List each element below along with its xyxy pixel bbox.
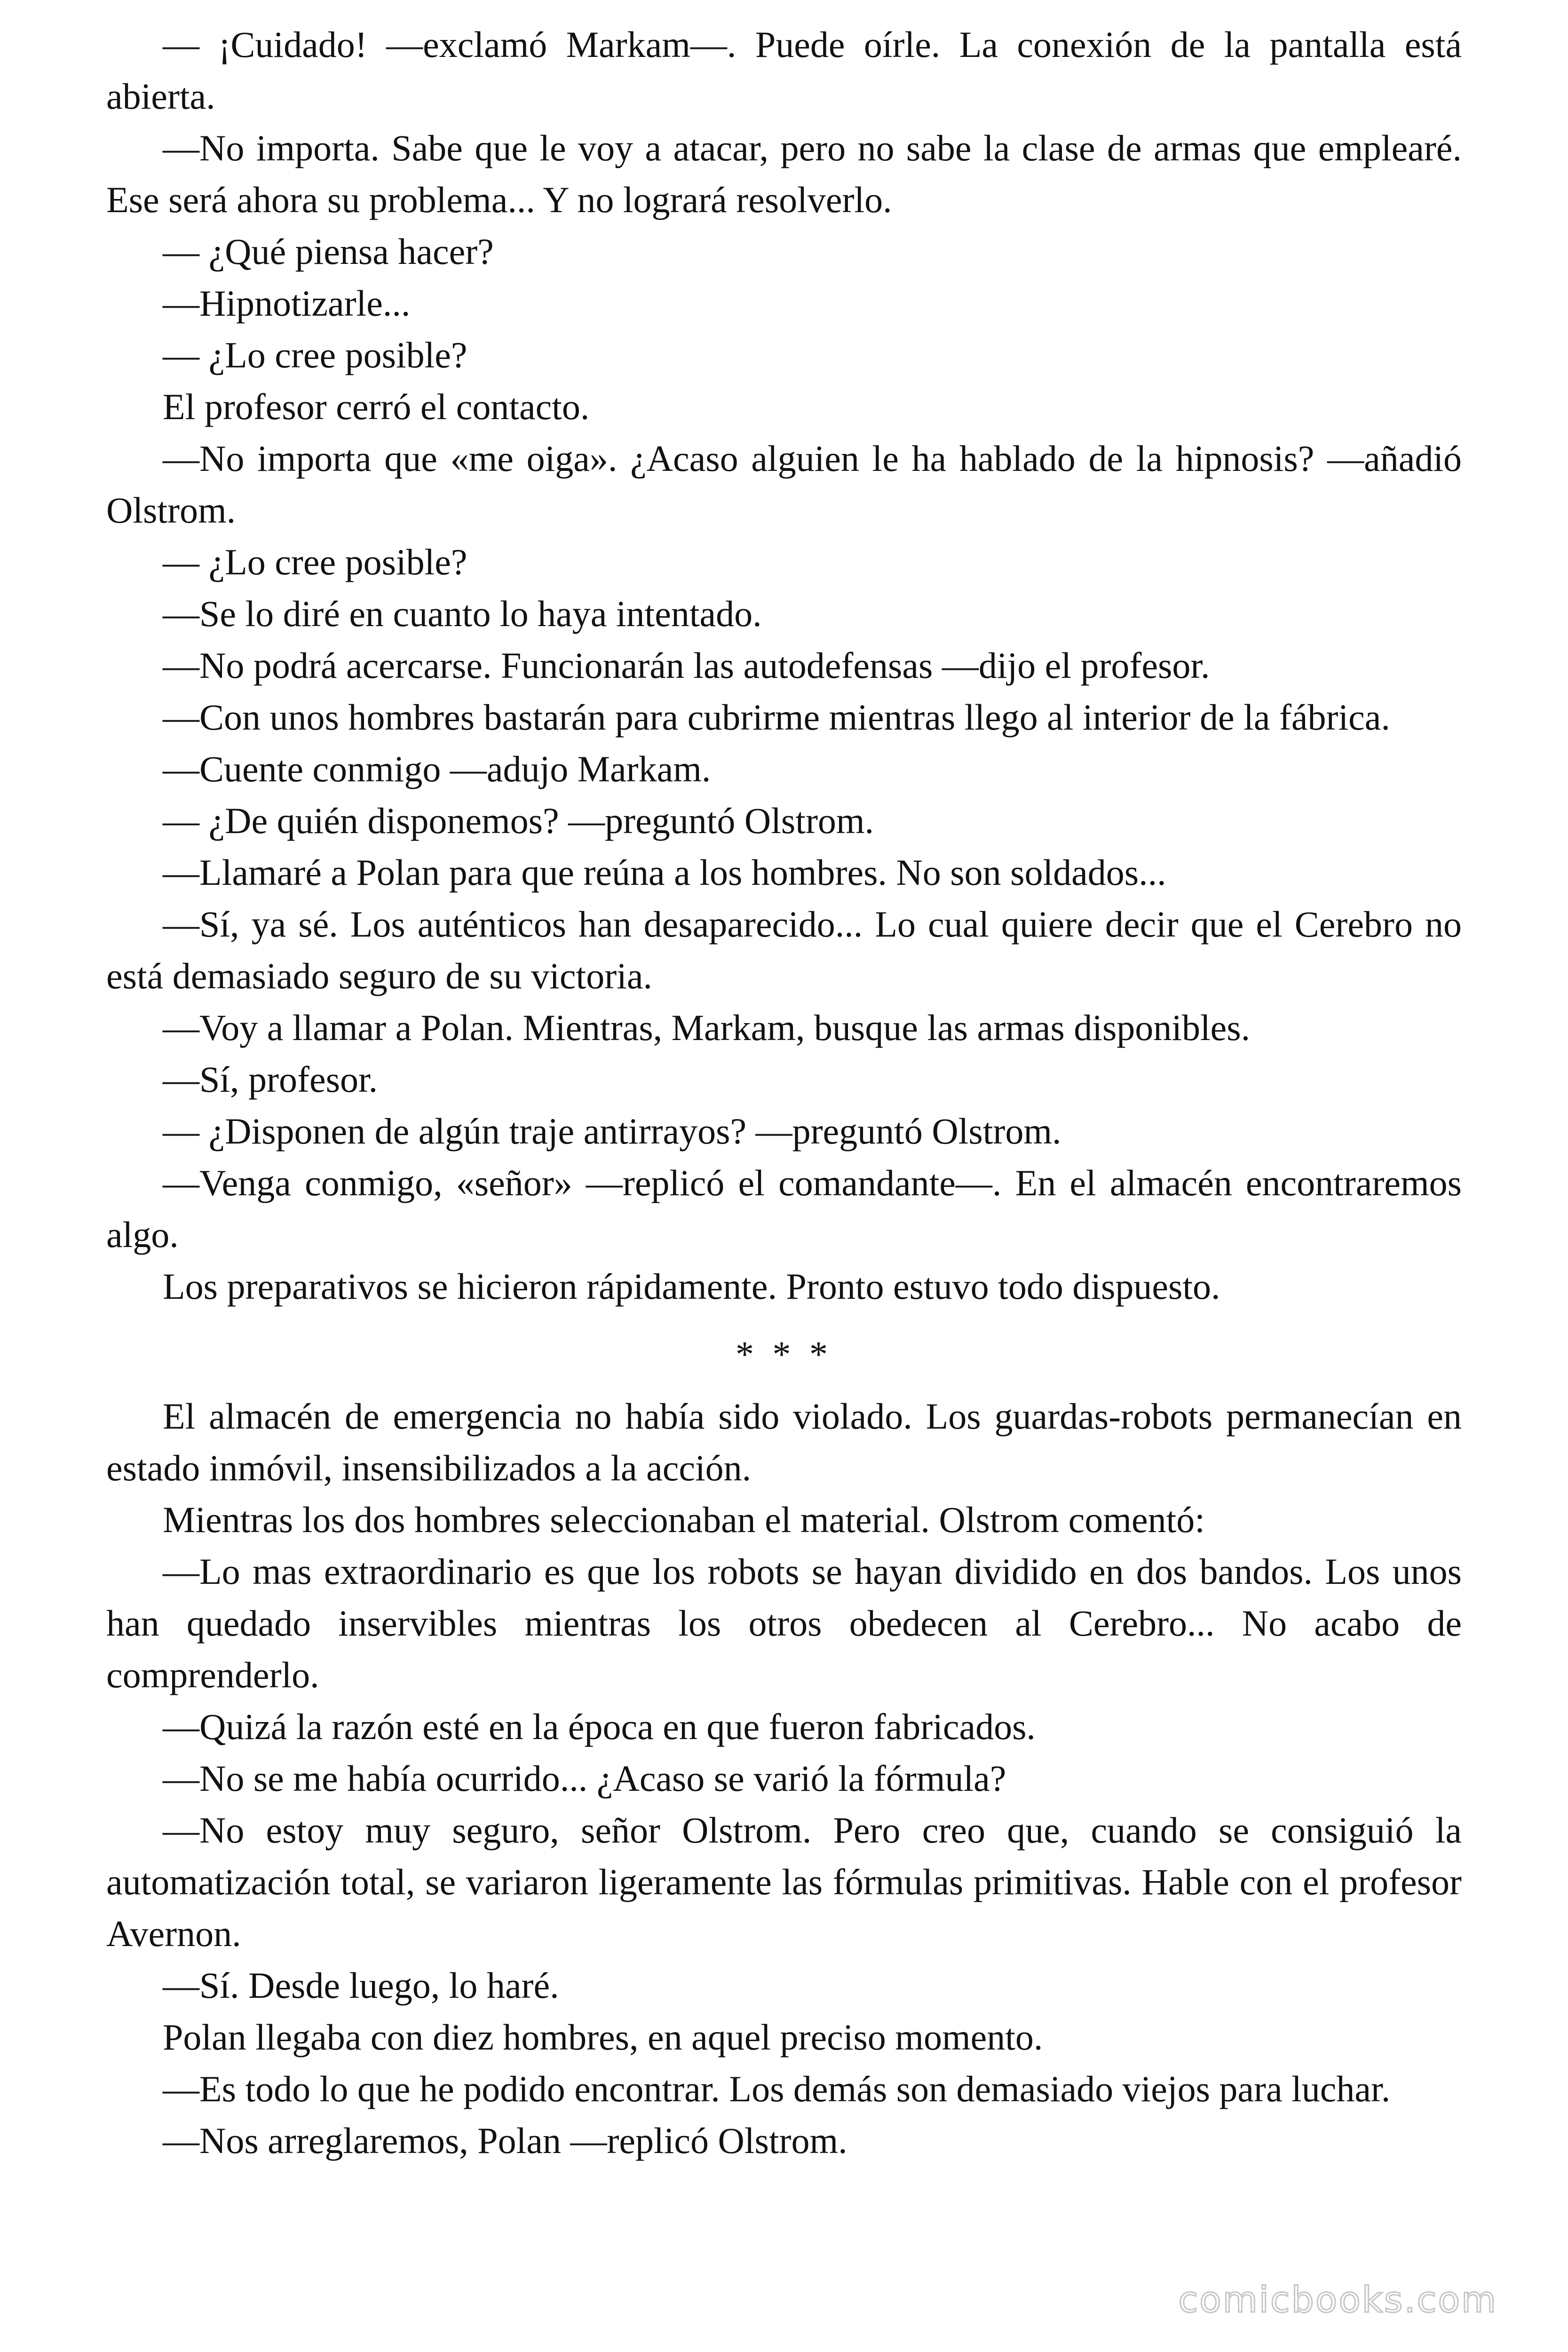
paragraph: — ¿De quién disponemos? —preguntó Olstrom.: [163, 800, 874, 841]
paragraph: —No se me había ocurrido... ¿Acaso se varió la fórmula?: [163, 1758, 1006, 1799]
paragraph: —No importa que «me oiga». ¿Acaso alguien le ha hablado de la hipnosis? —añadió Olstrom.: [106, 438, 1462, 531]
paragraph: — ¿Qué piensa hacer?: [163, 231, 494, 272]
paragraph: —Sí. Desde luego, lo haré.: [163, 1965, 559, 2006]
paragraph: —Con unos hombres bastarán para cubrirme mientras llego al interior de la fábrica.: [163, 697, 1390, 738]
paragraph: — ¿Lo cree posible?: [163, 334, 467, 375]
paragraph: —Lo mas extraordinario es que los robots se hayan dividido en dos bandos. Los unos han quedado inservibles mientras los otros obedecen al Cerebro... No acabo de comprenderlo.: [106, 1551, 1462, 1695]
paragraph: —Venga conmigo, «señor» —replicó el comandante—. En el almacén encontraremos algo.: [106, 1162, 1462, 1255]
paragraph: —Sí, ya sé. Los auténticos han desaparecido... Lo cual quiere decir que el Cerebro no está demasiado seguro de su victoria.: [106, 904, 1462, 996]
paragraph: —No podrá acercarse. Funcionarán las autodefensas —dijo el profesor.: [163, 645, 1210, 686]
paragraph: — ¡Cuidado! —exclamó Markam—. Puede oírle. La conexión de la pantalla está abierta.: [106, 24, 1462, 117]
paragraph: Los preparativos se hicieron rápidamente. Pronto estuvo todo dispuesto.: [163, 1266, 1220, 1307]
text-section-1: [106, 19, 1462, 1312]
paragraph: — ¿Lo cree posible?: [163, 541, 467, 582]
paragraph: — ¿Disponen de algún traje antirrayos? —preguntó Olstrom.: [163, 1111, 1061, 1152]
document-page: [106, 19, 1462, 2167]
paragraph: El almacén de emergencia no había sido violado. Los guardas-robots permanecían en estado inmóvil, insensibilizados a la acción.: [106, 1396, 1462, 1488]
paragraph: —No importa. Sabe que le voy a atacar, pero no sabe la clase de armas que emplearé. Ese será ahora su problema... Y no logrará resolverlo.: [106, 127, 1462, 220]
text-section-2: [106, 1391, 1462, 2167]
paragraph: —Cuente conmigo —adujo Markam.: [163, 748, 711, 789]
paragraph: —Quizá la razón esté en la época en que fueron fabricados.: [163, 1706, 1036, 1747]
paragraph: —Nos arreglaremos, Polan —replicó Olstrom.: [163, 2120, 847, 2161]
paragraph: Polan llegaba con diez hombres, en aquel preciso momento.: [163, 2017, 1043, 2058]
paragraph: —Sí, profesor.: [163, 1059, 378, 1100]
watermark-text: comicbooks.com: [1178, 2279, 1497, 2320]
paragraph: —Llamaré a Polan para que reúna a los hombres. No son soldados...: [163, 852, 1166, 893]
paragraph: —Se lo diré en cuanto lo haya intentado.: [163, 593, 762, 634]
paragraph: El profesor cerró el contacto.: [163, 386, 590, 427]
paragraph: —Hipnotizarle...: [163, 283, 411, 324]
paragraph: Mientras los dos hombres seleccionaban el material. Olstrom comentó:: [163, 1499, 1205, 1540]
paragraph: —No estoy muy seguro, señor Olstrom. Pero creo que, cuando se consiguió la automatización total, se variaron ligeramente las fórmulas primitivas. Hable con el profesor Avernon.: [106, 1810, 1462, 1954]
paragraph: —Voy a llamar a Polan. Mientras, Markam, busque las armas disponibles.: [163, 1007, 1251, 1048]
paragraph: —Es todo lo que he podido encontrar. Los demás son demasiado viejos para luchar.: [163, 2068, 1391, 2109]
section-separator: * * *: [736, 1334, 832, 1375]
